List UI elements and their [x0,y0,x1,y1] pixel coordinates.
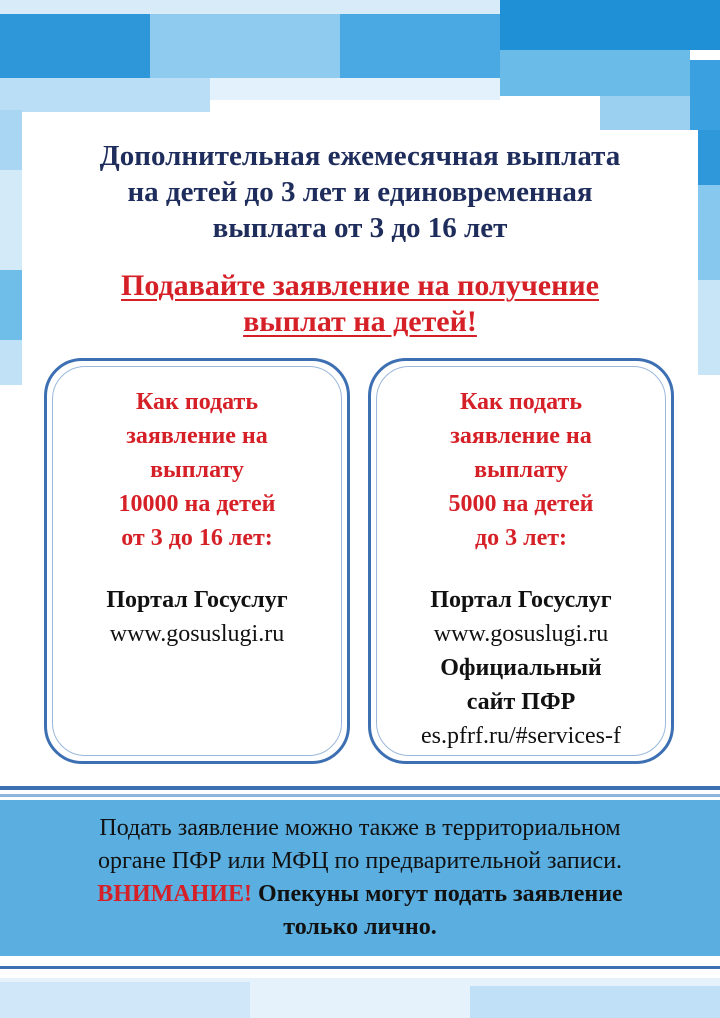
card-body [47,583,347,651]
portal-name: Портал Госуслуг [430,587,612,613]
top-decoration [0,0,720,130]
footer-line: только лично. [283,914,437,940]
official-site-label: Официальный [440,655,602,681]
title-line: Дополнительная ежемесячная выплата [99,140,621,172]
page-title [30,138,690,246]
footer-line: Подать заявление можно также в территориальном [99,815,621,841]
footer-line: органе ПФР или МФЦ по предварительной записи. [97,848,623,874]
official-url-link[interactable]: es.pfrf.ru/#services-f [421,723,621,749]
card-heading-line: заявление на [126,423,268,449]
portal-name: Портал Госуслуг [106,587,288,613]
card-heading [47,385,347,555]
warning-label: ВНИМАНИЕ! [97,881,252,907]
portal-url-link[interactable]: www.gosuslugi.ru [433,621,609,647]
portal-url-link[interactable]: www.gosuslugi.ru [109,621,285,647]
info-footer [0,800,720,956]
footer-warning [20,878,700,911]
card-heading-line: Как подать [135,389,259,415]
card-heading-line: Как подать [459,389,583,415]
subtitle-line: Подавайте заявление на получение [121,269,599,302]
card-payment-5000 [368,358,674,764]
call-to-action [40,268,680,340]
card-heading-line: выплату [150,457,244,483]
card-payment-10000 [44,358,350,764]
bottom-decoration [0,966,720,1018]
footer-text [20,812,700,944]
title-line: на детей до 3 лет и единовременная [127,176,593,208]
card-heading [371,385,671,555]
right-edge-decoration [698,130,720,375]
left-edge-decoration [0,110,22,385]
card-heading-line: заявление на [450,423,592,449]
card-heading-line: 10000 на детей [118,491,276,517]
card-heading-line: от 3 до 16 лет: [121,525,273,551]
card-heading-line: 5000 на детей [448,491,594,517]
card-body [371,583,671,753]
warning-text: Опекуны могут подать заявление [251,881,623,907]
card-heading-line: выплату [474,457,568,483]
subtitle-line: выплат на детей! [243,305,477,338]
card-heading-line: до 3 лет: [474,525,568,551]
title-line: выплата от 3 до 16 лет [212,212,508,244]
footer-divider [0,786,720,800]
official-site-label: сайт ПФР [466,689,576,715]
